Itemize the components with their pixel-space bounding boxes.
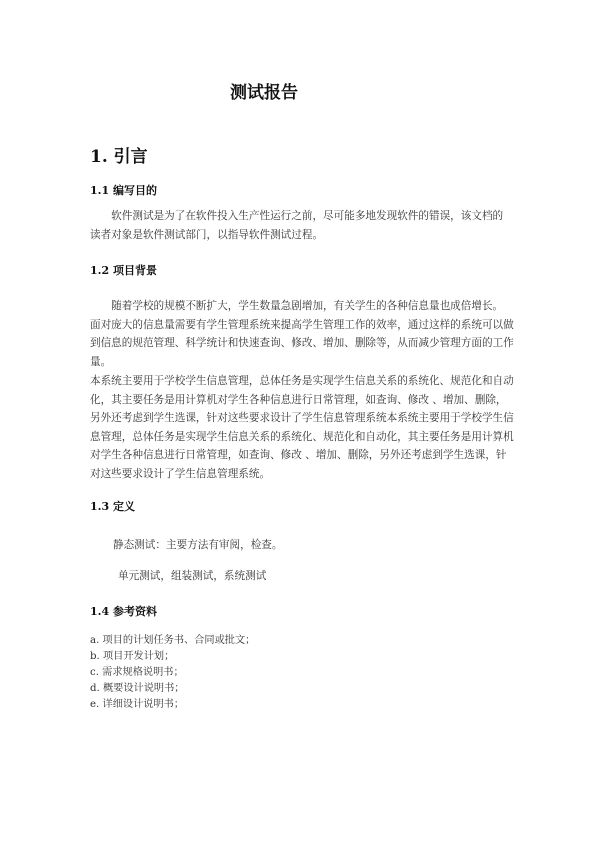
definition-static-test: 静态测试：主要方法有审阅，检查。 [113,539,283,551]
section-heading-introduction: 1. 引言 [90,147,148,167]
reference-list [90,633,255,713]
paragraph-purpose [90,207,530,244]
text-line: 化，其主要任务是用计算机对学生各种信息进行日常管理，如查询、修改 、增加、删除， [90,393,507,406]
text-line: 到信息的规范管理、科学统计和快速查询、修改、增加、删除等，从而减少管理方面的工作 [90,337,514,349]
text-line: 软件测试是为了在软件投入生产性运行之前，尽可能多地发现软件的错误，该文档的 [90,210,504,222]
paragraph-background-2 [90,372,530,483]
text-line: 读者对象是软件测试部门，以指导软件测试过程。 [90,228,324,241]
list-item: e. 详细设计说明书； [90,699,185,710]
list-item: b. 项目开发计划； [90,651,175,662]
heading-references: 1.4 参考资料 [90,605,157,618]
list-item: d. 概要设计说明书； [90,683,185,694]
definition-test-types: 单元测试，组装测试，系统测试 [118,570,267,582]
heading-definitions: 1.3 定义 [90,500,135,513]
list-item: c. 需求规格说明书； [90,667,184,678]
paragraph-background-1 [90,297,530,371]
document-title: 测试报告 [230,83,298,103]
text-line: 另外还考虑到学生选课，针对这些要求设计了学生信息管理系统本系统主要用于学校学生信 [90,412,514,424]
heading-background: 1.2 项目背景 [90,264,157,277]
text-line: 面对庞大的信息量需要有学生管理系统来提高学生管理工作的效率，通过这样的系统可以做 [90,318,514,331]
text-line: 对学生各种信息进行日常管理，如查询、修改 、增加、删除，另外还考虑到学生选课，针 [90,449,507,461]
text-line: 本系统主要用于学校学生信息管理，总体任务是实现学生信息关系的系统化、规范化和自动 [90,375,514,387]
text-line: 对这些要求设计了学生信息管理系统。 [90,467,271,480]
text-line: 息管理，总体任务是实现学生信息关系的系统化、规范化和自动化，其主要任务是用计算机 [90,430,514,443]
text-line: 随着学校的规模不断扩大，学生数量急剧增加，有关学生的各种信息量也成倍增长。 [90,300,504,312]
text-line: 量。 [90,355,112,368]
heading-purpose: 1.1 编写目的 [90,184,157,197]
list-item: a. 项目的计划任务书、合同或批文； [90,635,256,646]
